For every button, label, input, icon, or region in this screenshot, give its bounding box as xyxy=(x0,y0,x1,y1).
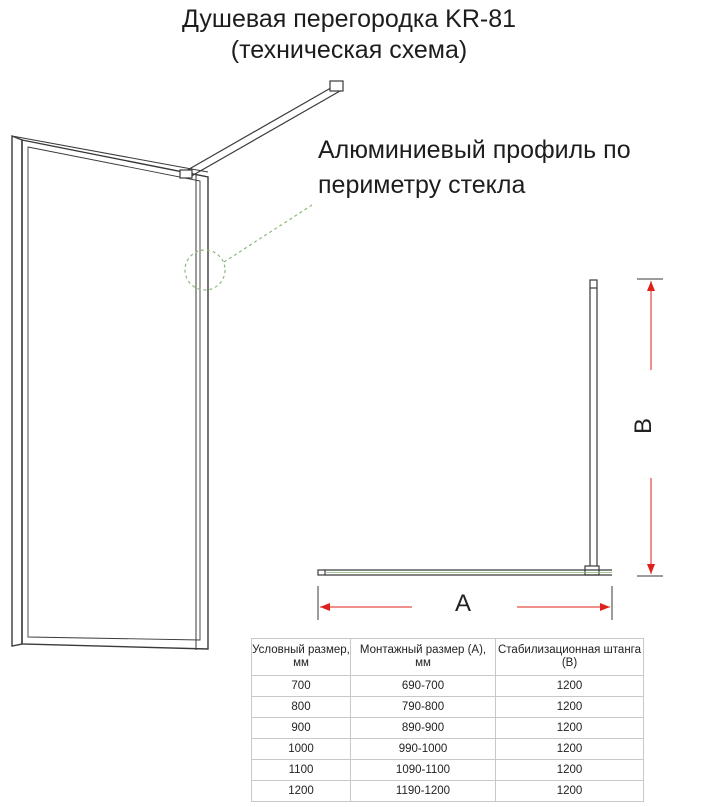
cell-mounting: 790-800 xyxy=(351,697,496,718)
cell-nominal: 800 xyxy=(252,697,351,718)
stabilizer-bar-drawing xyxy=(180,81,343,178)
cell-mounting: 990-1000 xyxy=(351,739,496,760)
cell-nominal: 900 xyxy=(252,718,351,739)
profile-callout-line1: Алюминиевый профиль по xyxy=(318,136,631,164)
table-row xyxy=(252,739,644,760)
table-row xyxy=(252,760,644,781)
cell-bar: 1200 xyxy=(496,697,644,718)
header-mounting-size: Монтажный размер (А), мм xyxy=(351,639,496,676)
diagram-title: Душевая перегородка KR-81 xyxy=(181,5,517,33)
table-row xyxy=(252,676,644,697)
diagram-subtitle: (техническая схема) xyxy=(230,36,468,64)
dimension-a-label: A xyxy=(455,590,472,617)
cell-nominal: 700 xyxy=(252,676,351,697)
table-row xyxy=(252,697,644,718)
plan-view-drawing xyxy=(318,280,612,575)
cell-mounting: 890-900 xyxy=(351,718,496,739)
cell-bar: 1200 xyxy=(496,760,644,781)
cell-bar: 1200 xyxy=(496,781,644,802)
dimension-b-label: B xyxy=(630,417,658,435)
header-stabilizer-bar: Стабилизационная штанга (B) xyxy=(496,639,644,676)
table-header-row xyxy=(252,639,644,676)
profile-callout-line2: периметру стекла xyxy=(318,171,526,199)
cell-bar: 1200 xyxy=(496,676,644,697)
cell-bar: 1200 xyxy=(496,739,644,760)
cell-nominal: 1200 xyxy=(252,781,351,802)
profile-detail-marker xyxy=(185,205,312,290)
glass-panel-drawing xyxy=(12,136,208,650)
cell-mounting: 1190-1200 xyxy=(351,781,496,802)
cell-mounting: 1090-1100 xyxy=(351,760,496,781)
table-row xyxy=(252,781,644,802)
cell-nominal: 1000 xyxy=(252,739,351,760)
table-row xyxy=(252,718,644,739)
cell-nominal: 1100 xyxy=(252,760,351,781)
header-nominal-size: Условный размер, мм xyxy=(252,639,351,676)
cell-bar: 1200 xyxy=(496,718,644,739)
cell-mounting: 690-700 xyxy=(351,676,496,697)
size-table xyxy=(251,638,644,802)
